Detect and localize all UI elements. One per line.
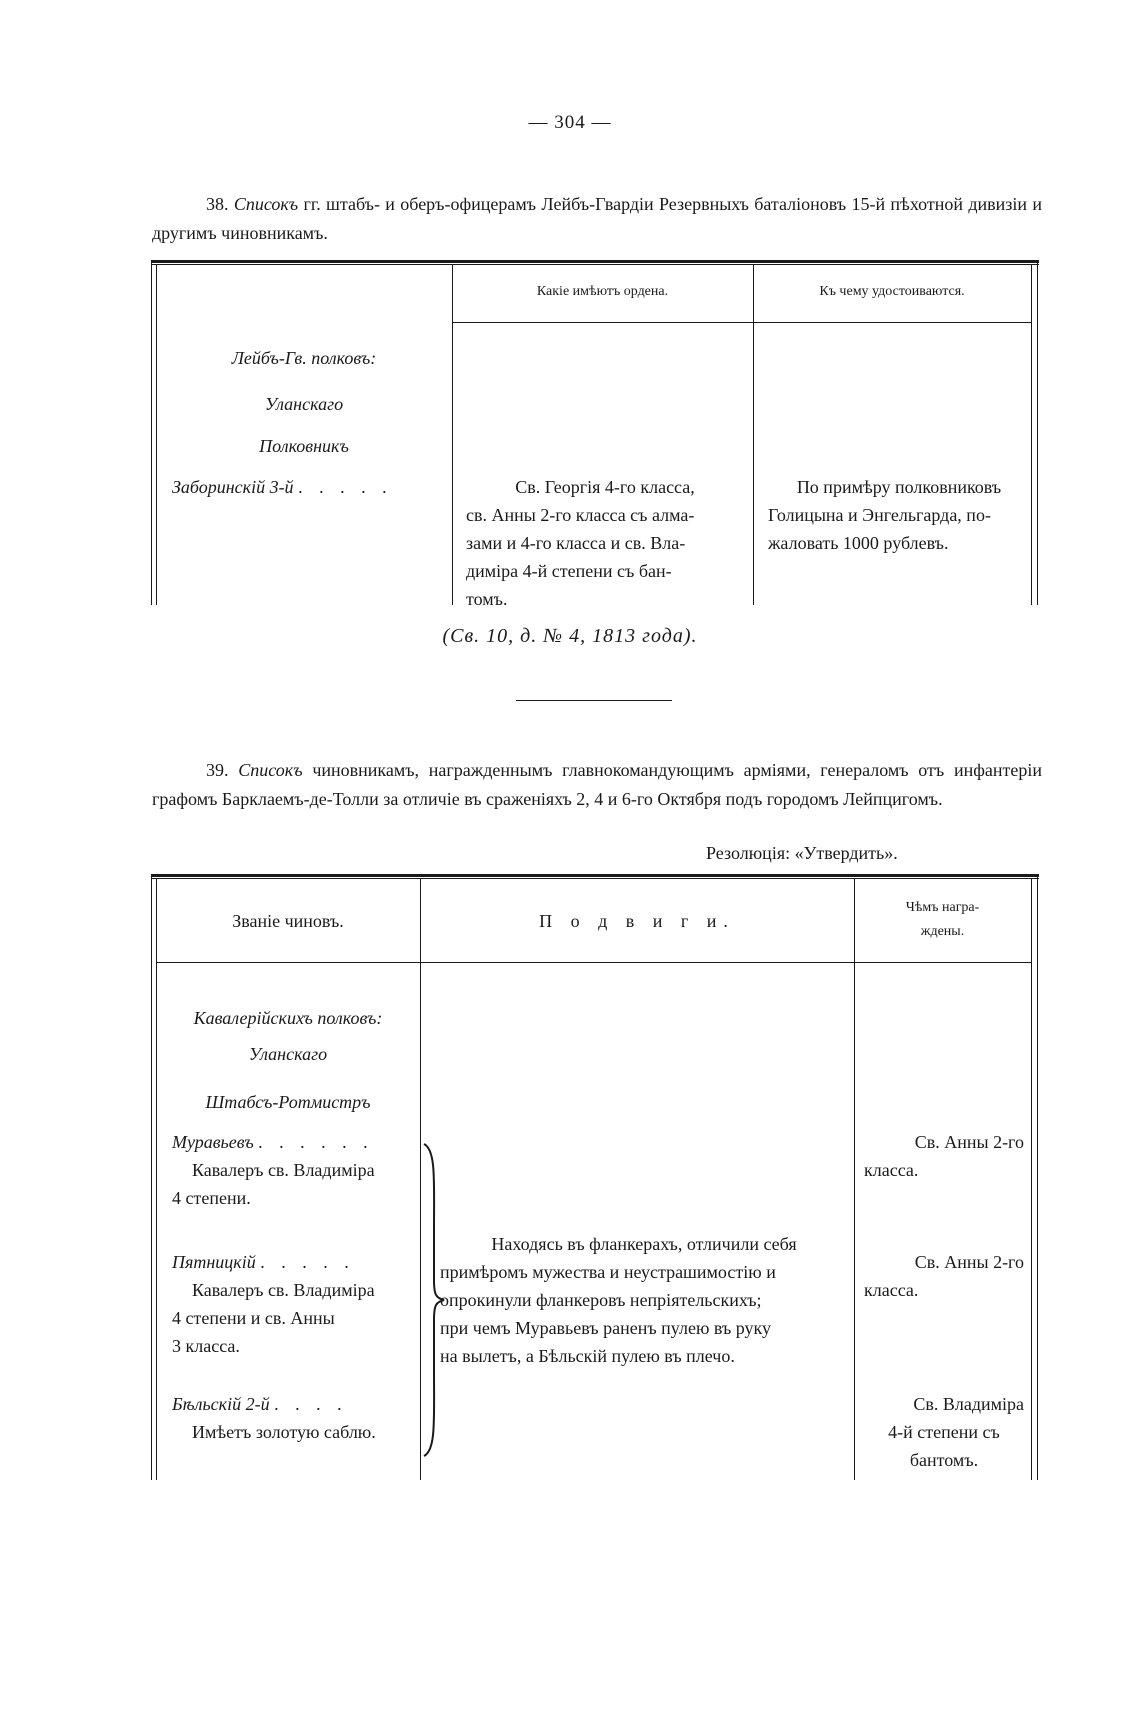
person-note: 4 степени. bbox=[172, 1188, 251, 1208]
header-line: Чѣмъ награ- bbox=[905, 900, 980, 915]
table-39-unit: Уланскаго bbox=[248, 1044, 328, 1064]
orders-line: томъ. bbox=[466, 589, 508, 609]
table-38-header-orders: Какіе имѣютъ ордена. bbox=[536, 284, 669, 299]
section-39-title-italic: Списокъ bbox=[238, 760, 303, 780]
resolution: Резолюція: «Утвердить». bbox=[706, 843, 898, 863]
header-line: ждены. bbox=[920, 924, 965, 939]
person-name: Пятницкій bbox=[172, 1252, 256, 1272]
person-dots: . . . . . bbox=[260, 1252, 355, 1272]
table-39-header-deeds: П о д в и г и. bbox=[539, 911, 735, 931]
person-note: Кавалеръ св. Владиміра bbox=[192, 1280, 375, 1300]
person-award bbox=[864, 1248, 1024, 1304]
award-line: По примѣру полковниковъ bbox=[796, 477, 1002, 497]
section-39-number: 39. bbox=[206, 760, 229, 780]
person-award bbox=[864, 1390, 1024, 1474]
award-line: Голицына и Энгельгарда, по- bbox=[768, 505, 991, 525]
person-note: 4 степени и св. Анны bbox=[172, 1308, 335, 1328]
award-line: Св. Владиміра bbox=[913, 1394, 1024, 1414]
section-divider bbox=[516, 700, 672, 701]
award-line: жаловать 1000 рублевъ. bbox=[768, 533, 949, 553]
award-line: бантомъ. bbox=[909, 1450, 979, 1470]
person-note: 3 класса. bbox=[172, 1336, 240, 1356]
person-dots: . . . . . . bbox=[258, 1132, 374, 1152]
section-38-number: 38. bbox=[206, 194, 229, 214]
table-38-header-award: Къ чему удостоиваются. bbox=[819, 284, 965, 299]
table-39-header-rank: Званіе чиновъ. bbox=[232, 911, 344, 931]
deed-line: опрокинули фланкеровъ непріятельскихъ; bbox=[440, 1290, 762, 1310]
table-38-name-row bbox=[172, 473, 448, 501]
deed-line: примѣромъ мужества и неустрашимостію и bbox=[440, 1262, 776, 1282]
table-38-unit: Уланскаго bbox=[264, 394, 344, 414]
person-row bbox=[172, 1248, 416, 1360]
person-row bbox=[172, 1390, 416, 1446]
page-number: — 304 — bbox=[528, 112, 612, 133]
orders-line: диміра 4-й степени съ бан- bbox=[466, 561, 672, 581]
award-line: Св. Анны 2-го bbox=[914, 1132, 1024, 1152]
orders-line: св. Анны 2-го класса съ алма- bbox=[466, 505, 695, 525]
section-38-title-italic: Списокъ bbox=[233, 194, 299, 214]
orders-line: зами и 4-го класса и св. Вла- bbox=[466, 533, 686, 553]
award-line: класса. bbox=[864, 1280, 919, 1300]
award-line: 4-й степени съ bbox=[888, 1422, 1000, 1442]
award-line: Св. Анны 2-го bbox=[914, 1252, 1024, 1272]
deed-line: на вылетъ, а Бѣльскій пулею въ плечо. bbox=[440, 1346, 735, 1366]
orders-line: Св. Георгія 4-го класса, bbox=[515, 477, 695, 497]
person-name: Муравьевъ bbox=[172, 1132, 254, 1152]
table-39-header-awards bbox=[854, 896, 1031, 944]
section-39-heading bbox=[152, 756, 1042, 814]
table-39-regiment: Кавалерійскихъ полковъ: bbox=[193, 1008, 383, 1028]
deed-line: при чемъ Муравьевъ раненъ пулею въ руку bbox=[440, 1318, 772, 1338]
section-38-title: гг. штабъ- и оберъ-офицерамъ Лейбъ-Гвардіи Резервныхъ баталіоновъ 15-й пѣхотной дивизіи и другимъ чиновникамъ. bbox=[152, 194, 1042, 243]
source-citation: (Св. 10, д. № 4, 1813 года). bbox=[442, 625, 698, 647]
person-note: Кавалеръ св. Владиміра bbox=[192, 1160, 375, 1180]
table-39-rank: Штабсъ-Ротмистръ bbox=[205, 1092, 371, 1112]
deeds-text bbox=[440, 1230, 848, 1370]
table-38-name-dots: . . . . . bbox=[298, 477, 393, 497]
person-row bbox=[172, 1128, 416, 1212]
person-dots: . . . . bbox=[274, 1394, 348, 1414]
person-note: Имѣетъ золотую саблю. bbox=[192, 1422, 376, 1442]
award-line: класса. bbox=[864, 1160, 919, 1180]
deed-line: Находясь въ фланкерахъ, отличили себя bbox=[491, 1234, 797, 1254]
section-38-heading bbox=[152, 190, 1042, 248]
person-award bbox=[864, 1128, 1024, 1184]
table-38-regiment: Лейбъ-Гв. полковъ: bbox=[231, 348, 377, 368]
person-name: Бѣльскій 2-й bbox=[172, 1394, 270, 1414]
section-39-title: чиновникамъ, награжденнымъ главнокомандующимъ арміями, генераломъ отъ инфантеріи графомъ Барклаемъ-де-Толли за отличіе въ сраженіяхъ 2, 4 и 6-го Октября подъ городомъ Лейпцигомъ. bbox=[152, 760, 1043, 809]
table-38-orders bbox=[466, 473, 744, 613]
table-38-name: Заборинскій 3-й bbox=[172, 477, 294, 497]
table-38-award bbox=[768, 473, 1030, 557]
table-38-rank: Полковникъ bbox=[259, 436, 349, 456]
